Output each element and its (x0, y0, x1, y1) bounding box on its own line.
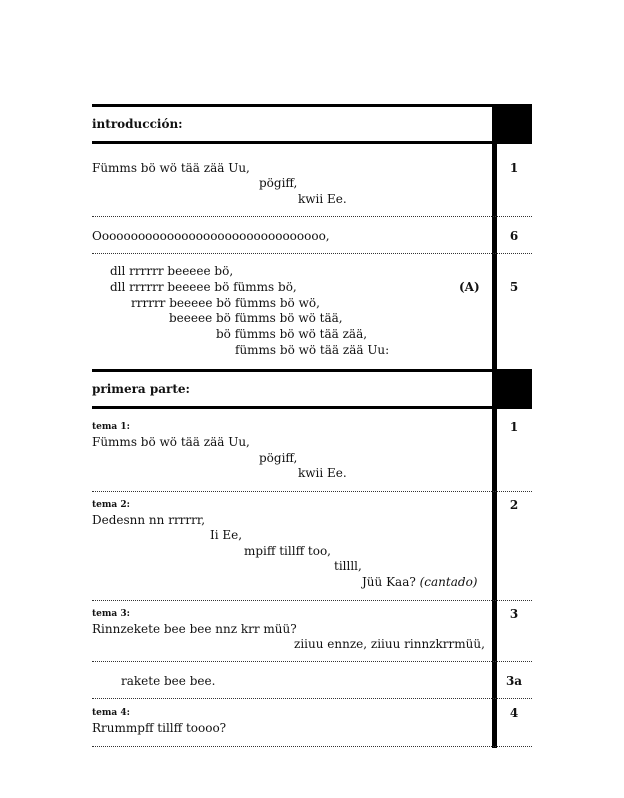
section-number: 3 (509, 607, 519, 621)
dotted-separator (92, 746, 532, 747)
intro-line: bö fümms bö wö tää zää, (216, 327, 368, 341)
tema-line: rakete bee bee. (121, 674, 216, 688)
section-number: 1 (509, 161, 519, 175)
tema-label: tema 1: (92, 422, 130, 432)
section-number: 3a (505, 674, 523, 688)
section-number: 6 (509, 229, 519, 243)
intro-top-rule (92, 104, 532, 107)
intro-line: dll rrrrrr beeeee bö fümms bö, (110, 280, 297, 294)
tema-line: mpiff tillff too, (244, 544, 331, 558)
tema-label: tema 4: (92, 708, 130, 718)
intro-line: pögiff, (259, 176, 298, 190)
tema-line: tillll, (334, 559, 362, 573)
tema-line: Dedesnn nn rrrrrr, (92, 513, 206, 527)
section-number: 1 (509, 420, 519, 434)
section-number: 4 (509, 706, 519, 720)
dotted-separator (92, 661, 532, 662)
primera-vertical-bar (492, 406, 497, 748)
cantado-note: (cantado) (419, 575, 478, 589)
section-number: 5 (509, 280, 519, 294)
tema-line: ziiuu ennze, ziiuu rinnzkrrmüü, (294, 637, 485, 651)
tema-label: tema 3: (92, 609, 130, 619)
intro-line: fümms bö wö tää zää Uu: (235, 343, 390, 357)
tema-line: Rinnzekete bee bee nnz krr müü? (92, 622, 297, 636)
primera-heading: primera parte: (92, 382, 190, 396)
dotted-separator (92, 216, 532, 217)
section-number: 2 (509, 498, 519, 512)
tema-line: Fümms bö wö tää zää Uu, (92, 435, 250, 449)
tema-line: Rrummpff tillff toooo? (92, 721, 227, 735)
primera-header-block (492, 369, 532, 409)
tema-line-text: Jüü Kaa? (362, 575, 416, 589)
dotted-separator (92, 253, 532, 254)
intro-line: dll rrrrrr beeeee bö, (110, 264, 234, 278)
intro-line: rrrrrr beeeee bö fümms bö wö, (131, 296, 320, 310)
tema-label: tema 2: (92, 500, 130, 510)
intro-line: kwii Ee. (298, 192, 347, 206)
intro-line: Fümms bö wö tää zää Uu, (92, 161, 250, 175)
dotted-separator (92, 698, 532, 699)
dotted-separator (92, 600, 532, 601)
primera-bottom-rule (92, 406, 532, 409)
tema-line: pögiff, (259, 451, 298, 465)
intro-bottom-rule (92, 141, 532, 144)
tema-line: Ii Ee, (210, 528, 243, 542)
intro-line: beeeee bö fümms bö wö tää, (169, 311, 343, 325)
primera-top-rule (92, 369, 532, 372)
intro-heading: introducción: (92, 117, 183, 131)
tema-line: kwii Ee. (298, 466, 347, 480)
marker-a: (A) (459, 280, 480, 294)
tema-line (362, 575, 477, 589)
intro-header-block (492, 104, 532, 144)
intro-line: Oooooooooooooooooooooooooooooooo, (92, 229, 330, 243)
dotted-separator (92, 491, 532, 492)
